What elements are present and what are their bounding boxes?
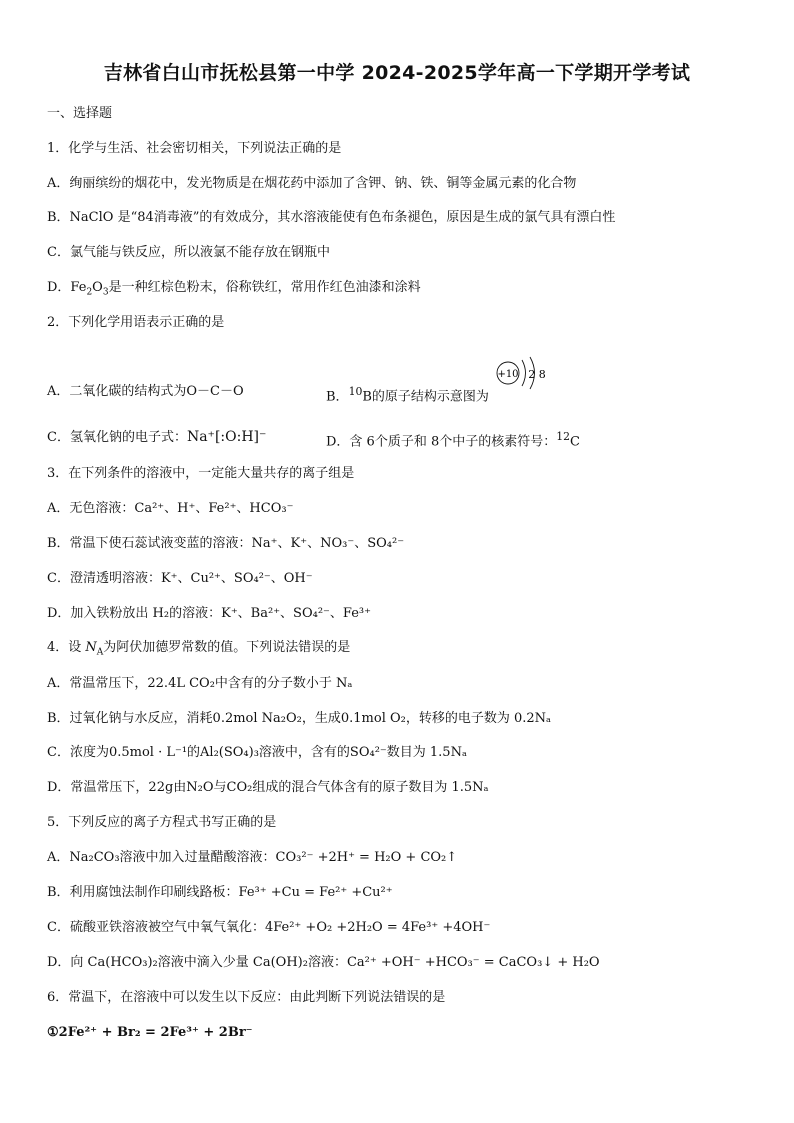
q4-stem-rest: 为阿伏加德罗常数的值。下列说法错误的是 (103, 640, 351, 655)
q1-d-rest: 是一种红棕色粉末，俗称铁红，常用作红色油漆和涂料 (108, 280, 421, 295)
q1-option-d: D．$Fe_2O_3$是一种红棕色粉末，俗称铁红，常用作红色油漆和涂料 (47, 280, 421, 298)
q5-stem: 5．下列反应的离子方程式书写正确的是 (47, 815, 277, 830)
q4-option-b: B．过氧化钠与水反应，消耗0.2mol Na₂O₂，生成0.1mol O₂，转移的电子数为 0.2Nₐ (47, 711, 552, 726)
q6-stem: 6．常温下，在溶液中可以发生以下反应：由此判断下列说法错误的是 (47, 990, 446, 1005)
nucleus-charge: +10 (497, 369, 519, 380)
q2-d-mass: 12 (556, 430, 571, 443)
q2-b-prefix: B． (326, 389, 349, 405)
q3-option-a: A．无色溶液：Ca²⁺、H⁺、Fe²⁺、HCO₃⁻ (47, 501, 294, 516)
q4-option-d: D．常温常压下，22g由N₂O与CO₂组成的混合气体含有的原子数目为 1.5Nₐ (47, 780, 489, 795)
q3-stem: 3．在下列条件的溶液中，一定能大量共存的离子组是 (47, 466, 355, 481)
q2-d-prefix: D．含 6个质子和 8个中子的核素符号： (326, 434, 557, 450)
q4-option-c: C．浓度为0.5mol · L⁻¹的Al₂(SO₄)₃溶液中，含有的SO₄²⁻数目为 1.5Nₐ (47, 745, 467, 760)
q3-option-c: C．澄清透明溶液：K⁺、Cu²⁺、SO₄²⁻、OH⁻ (47, 571, 313, 586)
electron-formula: Na⁺[:O:H]⁻ (186, 429, 267, 445)
atom-structure-diagram (494, 354, 554, 392)
q4-option-a: A．常温常压下，22.4L CO₂中含有的分子数小于 Nₐ (47, 676, 353, 691)
q2-c-prefix: C．氢氧化钠的电子式： (47, 430, 187, 445)
q6-reaction-1: ①2Fe²⁺ + Br₂ = 2Fe³⁺ + 2Br⁻ (47, 1025, 253, 1040)
section-heading: 一、选择题 (47, 106, 113, 121)
q2-b-mass: 10 (348, 385, 363, 398)
q1-option-c: C．氯气能与铁反应，所以液氯不能存放在钢瓶中 (47, 245, 330, 260)
q2-stem: 2．下列化学用语表示正确的是 (47, 315, 225, 330)
q1-option-a: A．绚丽缤纷的烟花中，发光物质是在烟花药中添加了含钾、钠、铁、铜等金属元素的化合物 (47, 176, 577, 191)
shell-arc-1 (522, 360, 526, 386)
q5-option-a: A．Na₂CO₃溶液中加入过量醋酸溶液：CO₃²⁻ +2H⁺ = H₂O + CO₂↑ (47, 850, 458, 865)
q3-option-d: D．加入铁粉放出 H₂的溶液：K⁺、Ba²⁺、SO₄²⁻、Fe³⁺ (47, 606, 371, 621)
q1-d-prefix: D．Fe (47, 280, 87, 295)
q2-option-a: A．二氧化碳的结构式为O－C－O (47, 384, 244, 399)
q5-option-c: C．硫酸亚铁溶液被空气中氧气氧化：4Fe²⁺ +O₂ +2H₂O = 4Fe³⁺ +4OH⁻ (47, 920, 491, 935)
shell-electrons: 2 8 (528, 368, 546, 381)
q2-option-d (326, 429, 580, 450)
q2-d-symbol: C (570, 434, 580, 450)
q2-b-rest: B的原子结构示意图为 (362, 389, 489, 405)
exam-title: 吉林省白山市抚松县第一中学 2024-2025学年高一下学期开学考试 (103, 62, 691, 84)
q1-stem: 1．化学与生活、社会密切相关，下列说法正确的是 (47, 141, 342, 156)
q4-stem-var: N (85, 640, 97, 655)
q4-stem (47, 640, 350, 656)
q1-option-b: B．NaClO 是“84消毒液”的有效成分，其水溶液能使有色布条褪色，原因是生成的氯气具有漂白性 (47, 210, 616, 225)
q4-stem-prefix: 4．设 (47, 640, 86, 655)
q5-option-d: D．向 Ca(HCO₃)₂溶液中滴入少量 Ca(OH)₂溶液：Ca²⁺ +OH⁻ +HCO₃⁻ = CaCO₃↓ + H₂O (47, 955, 600, 970)
q5-option-b: B．利用腐蚀法制作印刷线路板：Fe³⁺ +Cu = Fe²⁺ +Cu²⁺ (47, 885, 393, 900)
q2-option-c (47, 429, 266, 446)
q2-option-b (326, 384, 489, 405)
q4-stem-sub: A (96, 647, 104, 658)
q3-option-b: B．常温下使石蕊试液变蓝的溶液：Na⁺、K⁺、NO₃⁻、SO₄²⁻ (47, 536, 405, 551)
atom-structure-svg (494, 354, 554, 392)
